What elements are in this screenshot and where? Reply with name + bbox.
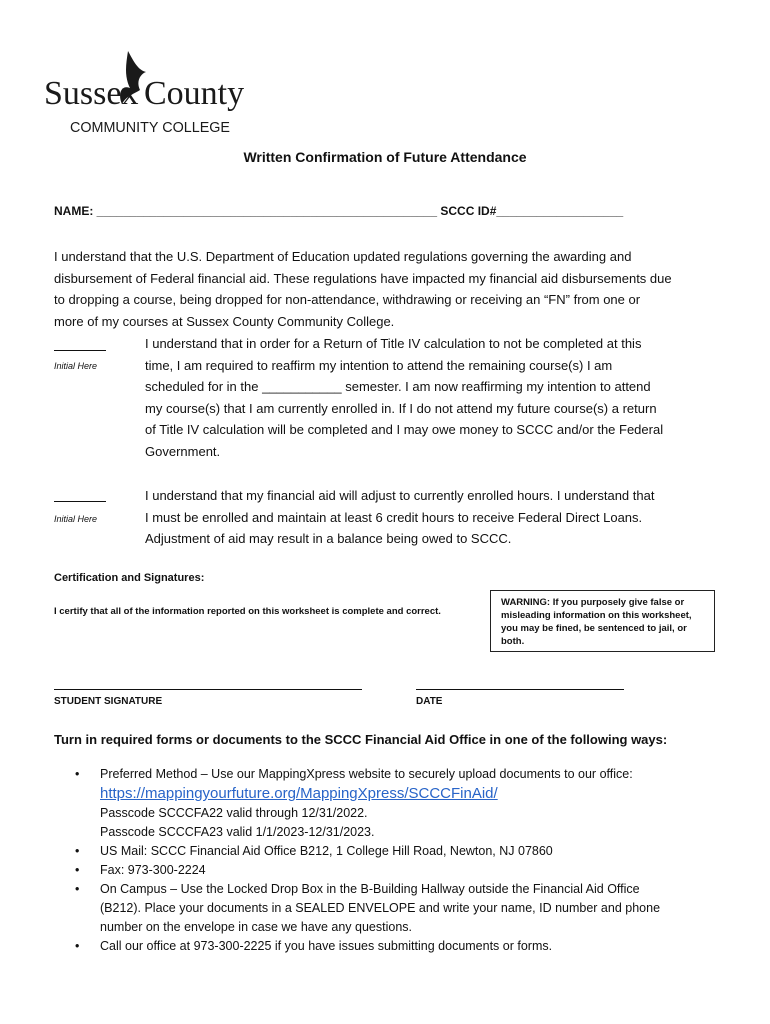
bullet-icon: •: [75, 844, 80, 858]
name-id-line[interactable]: NAME: ___________________________________________________ SCCC ID#___________________: [54, 204, 624, 218]
list-item-fax: [75, 861, 725, 880]
logo-text-sussex: Sussex: [44, 75, 139, 112]
enrollment-section: [145, 485, 654, 550]
certification-heading: Certification and Signatures:: [54, 572, 205, 584]
intro-line: disbursement of Federal financial aid. These regulations have impacted my financial aid disbursements due: [54, 270, 672, 286]
section2-line: I understand that my financial aid will adjust to currently enrolled hours. I understand that: [145, 488, 655, 503]
student-signature-label: STUDENT SIGNATURE: [54, 696, 163, 707]
bullet-icon: •: [75, 882, 80, 896]
campus-line: (B212). Place your documents in a SEALED ENVELOPE and write your name, ID number and phone: [100, 901, 661, 915]
list-item-campus: [75, 880, 725, 937]
section1-line: scheduled for in the ___________ semester. I am now reaffirming my intention to attend: [145, 379, 651, 394]
date-line[interactable]: [416, 689, 624, 690]
section1-line: of Title IV calculation will be completed and I may owe money to SCCC and/or the Federal: [145, 422, 664, 437]
warning-box: WARNING: If you purposely give false or misleading information on this worksheet, you may be fined, be sentenced to jail, or both.: [490, 590, 715, 652]
logo-text-college: COMMUNITY COLLEGE: [70, 119, 230, 136]
campus-line: On Campus – Use the Locked Drop Box in the B-Building Hallway outside the Financial Aid Office: [100, 882, 640, 896]
intro-line: to dropping a course, being dropped for non-attendance, withdrawing or receiving an “FN” from one or: [54, 292, 641, 307]
section1-line: time, I am required to reaffirm my intention to attend the remaining course(s) I am: [145, 357, 613, 373]
section1-line: my course(s) that I am currently enrolled in. If I do not attend my future course(s) a return: [145, 400, 657, 416]
campus-line: number on the envelope in case we have any questions.: [100, 920, 413, 934]
mappingxpress-link[interactable]: https://mappingyourfuture.org/MappingXpress/SCCCFinAid/: [100, 785, 498, 802]
initial-here-label-1: Initial Here: [54, 361, 98, 371]
passcode-2023: Passcode SCCCFA23 valid 1/1/2023-12/31/2023.: [100, 825, 375, 839]
call-text: Call our office at 973-300-2225 if you have issues submitting documents or forms.: [100, 939, 553, 953]
section1-line: Government.: [145, 443, 221, 459]
preferred-method-text: Preferred Method – Use our MappingXpress website to securely upload documents to our office:: [100, 767, 633, 781]
intro-paragraph: [54, 246, 724, 332]
section2-line: Adjustment of aid may result in a balance being owed to SCCC.: [145, 531, 512, 546]
mail-text: US Mail: SCCC Financial Aid Office B212, 1 College Hill Road, Newton, NJ 07860: [100, 844, 553, 858]
bullet-icon: •: [75, 767, 80, 781]
list-item-preferred: [75, 765, 725, 842]
intro-line: more of my courses at Sussex County Community College.: [54, 313, 395, 329]
bullet-icon: •: [75, 939, 80, 953]
submission-methods-list: [75, 765, 725, 956]
logo-text-county: County: [144, 75, 245, 112]
fax-text: Fax: 973-300-2224: [100, 863, 206, 877]
college-logo: [44, 46, 259, 136]
reaffirm-section: [145, 333, 663, 462]
student-signature-line[interactable]: [54, 689, 362, 690]
section2-line: I must be enrolled and maintain at least 6 credit hours to receive Federal Direct Loans.: [145, 509, 643, 525]
section1-line: I understand that in order for a Return of Title IV calculation to not be completed at this: [145, 336, 642, 351]
initial-blank-2[interactable]: [54, 501, 106, 502]
initial-here-label-2: Initial Here: [54, 514, 98, 524]
bullet-icon: •: [75, 863, 80, 877]
intro-line: I understand that the U.S. Department of Education updated regulations governing the awarding and: [54, 249, 632, 264]
list-item-call: [75, 937, 725, 956]
page-title: Written Confirmation of Future Attendance: [243, 149, 527, 165]
turn-in-heading: Turn in required forms or documents to the SCCC Financial Aid Office in one of the following ways:: [54, 732, 668, 747]
date-label: DATE: [416, 696, 443, 707]
initial-blank-1[interactable]: [54, 350, 106, 351]
passcode-2022: Passcode SCCCFA22 valid through 12/31/2022.: [100, 806, 368, 820]
list-item-mail: [75, 842, 725, 861]
certification-text: I certify that all of the information reported on this worksheet is complete and correct.: [54, 606, 441, 617]
